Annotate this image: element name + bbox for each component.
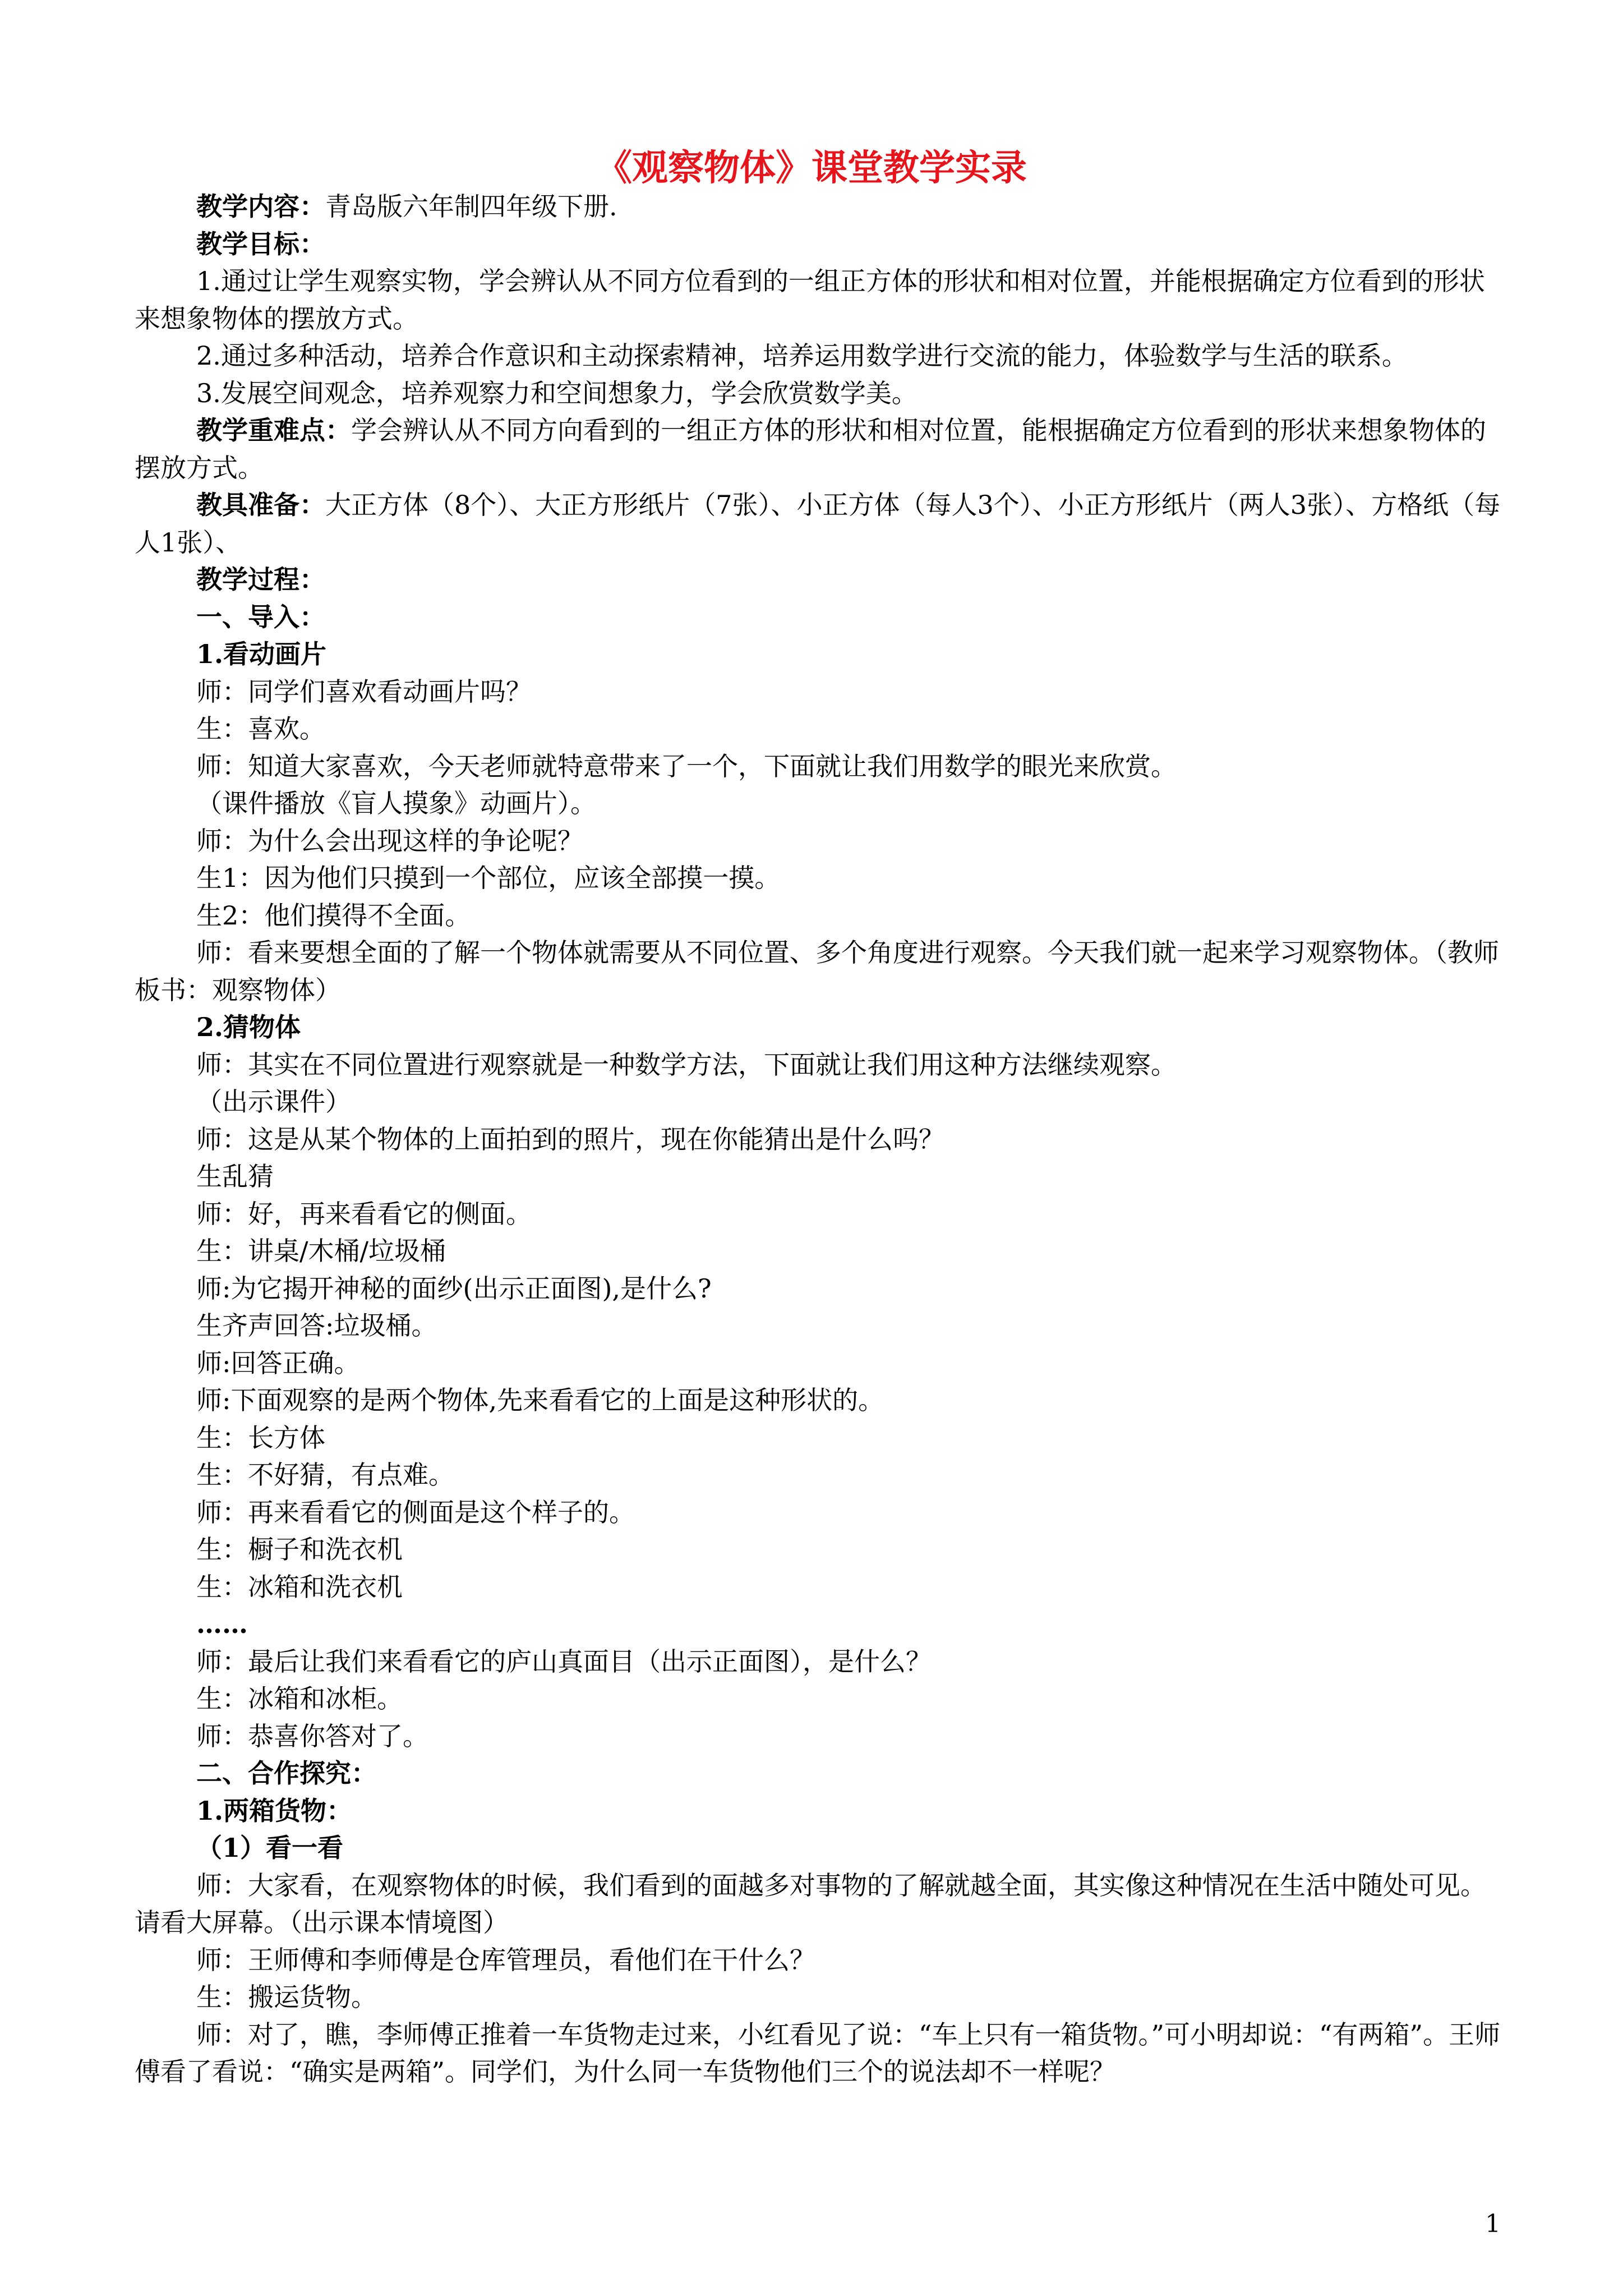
dialogue-line: 生：讲桌/木桶/垃圾桶 (196, 1236, 446, 1266)
goal-2: 2.通过多种活动，培养合作意识和主动探索精神，培养运用数学进行交流的能力，体验数学与生活的联系。 (196, 341, 1408, 371)
dialogue-line: 生：橱子和洗衣机 (196, 1534, 403, 1565)
subsection-heading-1: 1.看动画片 (196, 639, 327, 669)
dialogue-line: 生：冰箱和洗衣机 (196, 1571, 403, 1602)
dialogue-line: 生：搬运货物。 (196, 1982, 377, 2012)
teaching-content-text: 青岛版六年制四年级下册. (325, 191, 617, 222)
tools-text: 大正方体（8个）、大正方形纸片（7张）、小正方体（每人3个）、小正方形纸片（两人3张）、方格纸（每人1张）、 (135, 490, 1501, 558)
difficulty-text: 学会辨认从不同方向看到的一组正方体的形状和相对位置，能根据确定方位看到的形状来想象物体的摆放方式。 (135, 415, 1486, 483)
dialogue-line: 生乱猜 (196, 1161, 274, 1191)
section-heading-1: 一、导入： (196, 601, 325, 632)
dialogue-line: （课件播放《盲人摸象》动画片）。 (196, 788, 596, 818)
dialogue-line: 师：大家看，在观察物体的时候，我们看到的面越多对事物的了解就越全面，其实像这种情况在生活中随处可见。请看大屏幕。（出示课本情境图） (135, 1870, 1486, 1938)
section-heading-2: 二、合作探究： (196, 1758, 377, 1788)
dialogue-line: 生：长方体 (196, 1422, 325, 1453)
dialogue-line: 师：王师傅和李师傅是仓库管理员，看他们在干什么？ (196, 1944, 815, 1975)
dialogue-line: 师：同学们喜欢看动画片吗？ (196, 676, 532, 707)
goal-1: 1.通过让学生观察实物，学会辨认从不同方位看到的一组正方体的形状和相对位置，并能根据确定方位看到的形状来想象物体的摆放方式。 (135, 266, 1485, 334)
dialogue-line: 生2：他们摸得不全面。 (196, 900, 471, 931)
dialogue-line: 生：喜欢。 (196, 714, 325, 744)
dialogue-line: 生：冰箱和冰柜。 (196, 1683, 403, 1714)
dialogue-line: 师：恭喜你答对了。 (196, 1720, 428, 1751)
dialogue-line: 师：为什么会出现这样的争论呢？ (196, 825, 583, 856)
document-title: 《观察物体》课堂教学实录 (596, 147, 1027, 189)
dialogue-line: 师：看来要想全面的了解一个物体就需要从不同位置、多个角度进行观察。今天我们就一起来学习观察物体。（教师板书：观察物体） (135, 937, 1499, 1005)
difficulty-label: 教学重难点： (196, 415, 351, 445)
dialogue-line: 生1：因为他们只摸到一个部位，应该全部摸一摸。 (196, 863, 781, 893)
dialogue-line: 师：对了，瞧，李师傅正推着一车货物走过来，小红看见了说：“车上只有一箱货物。”可小明却说：“有两箱”。王师傅看了看说：“确实是两箱”。同学们，为什么同一车货物他们三个的说法却不一样呢？ (135, 2019, 1501, 2087)
subsection-heading-3: 1.两箱货物： (196, 1795, 353, 1826)
dialogue-line: 师：这是从某个物体的上面拍到的照片，现在你能猜出是什么吗？ (196, 1124, 944, 1154)
teaching-content (135, 188, 1503, 226)
goal-3: 3.发展空间观念，培养观察力和空间想象力，学会欣赏数学美。 (196, 378, 917, 408)
dialogue-line: 生齐声回答:垃圾桶。 (196, 1310, 437, 1341)
subsection-heading-2: 2.猜物体 (196, 1012, 301, 1042)
process-heading: 教学过程： (196, 564, 325, 595)
subsection-heading-3-1: （1）看一看 (196, 1833, 344, 1863)
tools (135, 486, 1503, 561)
page-number: 1 (1485, 2210, 1501, 2238)
dialogue-line: 生：不好猜，有点难。 (196, 1460, 454, 1490)
document-body (135, 188, 1503, 2091)
dialogue-line: 师：最后让我们来看看它的庐山真面目（出示正面图），是什么？ (196, 1646, 932, 1677)
goals-heading: 教学目标： (196, 228, 325, 259)
dialogue-line: （出示课件） (196, 1087, 351, 1117)
difficulty (135, 412, 1503, 486)
dialogue-line: 师：知道大家喜欢，今天老师就特意带来了一个，下面就让我们用数学的眼光来欣赏。 (196, 751, 1177, 781)
dialogue-line: 师：好，再来看看它的侧面。 (196, 1198, 532, 1229)
dialogue-line: 师：其实在不同位置进行观察就是一种数学方法，下面就让我们用这种方法继续观察。 (196, 1049, 1177, 1080)
dialogue-line: 师:为它揭开神秘的面纱(出示正面图),是什么? (196, 1273, 712, 1304)
dialogue-line: 师:回答正确。 (196, 1347, 360, 1378)
teaching-content-label: 教学内容： (196, 191, 325, 222)
dialogue-line: 师:下面观察的是两个物体,先来看看它的上面是这种形状的。 (196, 1385, 884, 1415)
ellipsis-line: …… (196, 1609, 248, 1639)
tools-label: 教具准备： (196, 490, 325, 520)
dialogue-line: 师：再来看看它的侧面是这个样子的。 (196, 1497, 635, 1527)
